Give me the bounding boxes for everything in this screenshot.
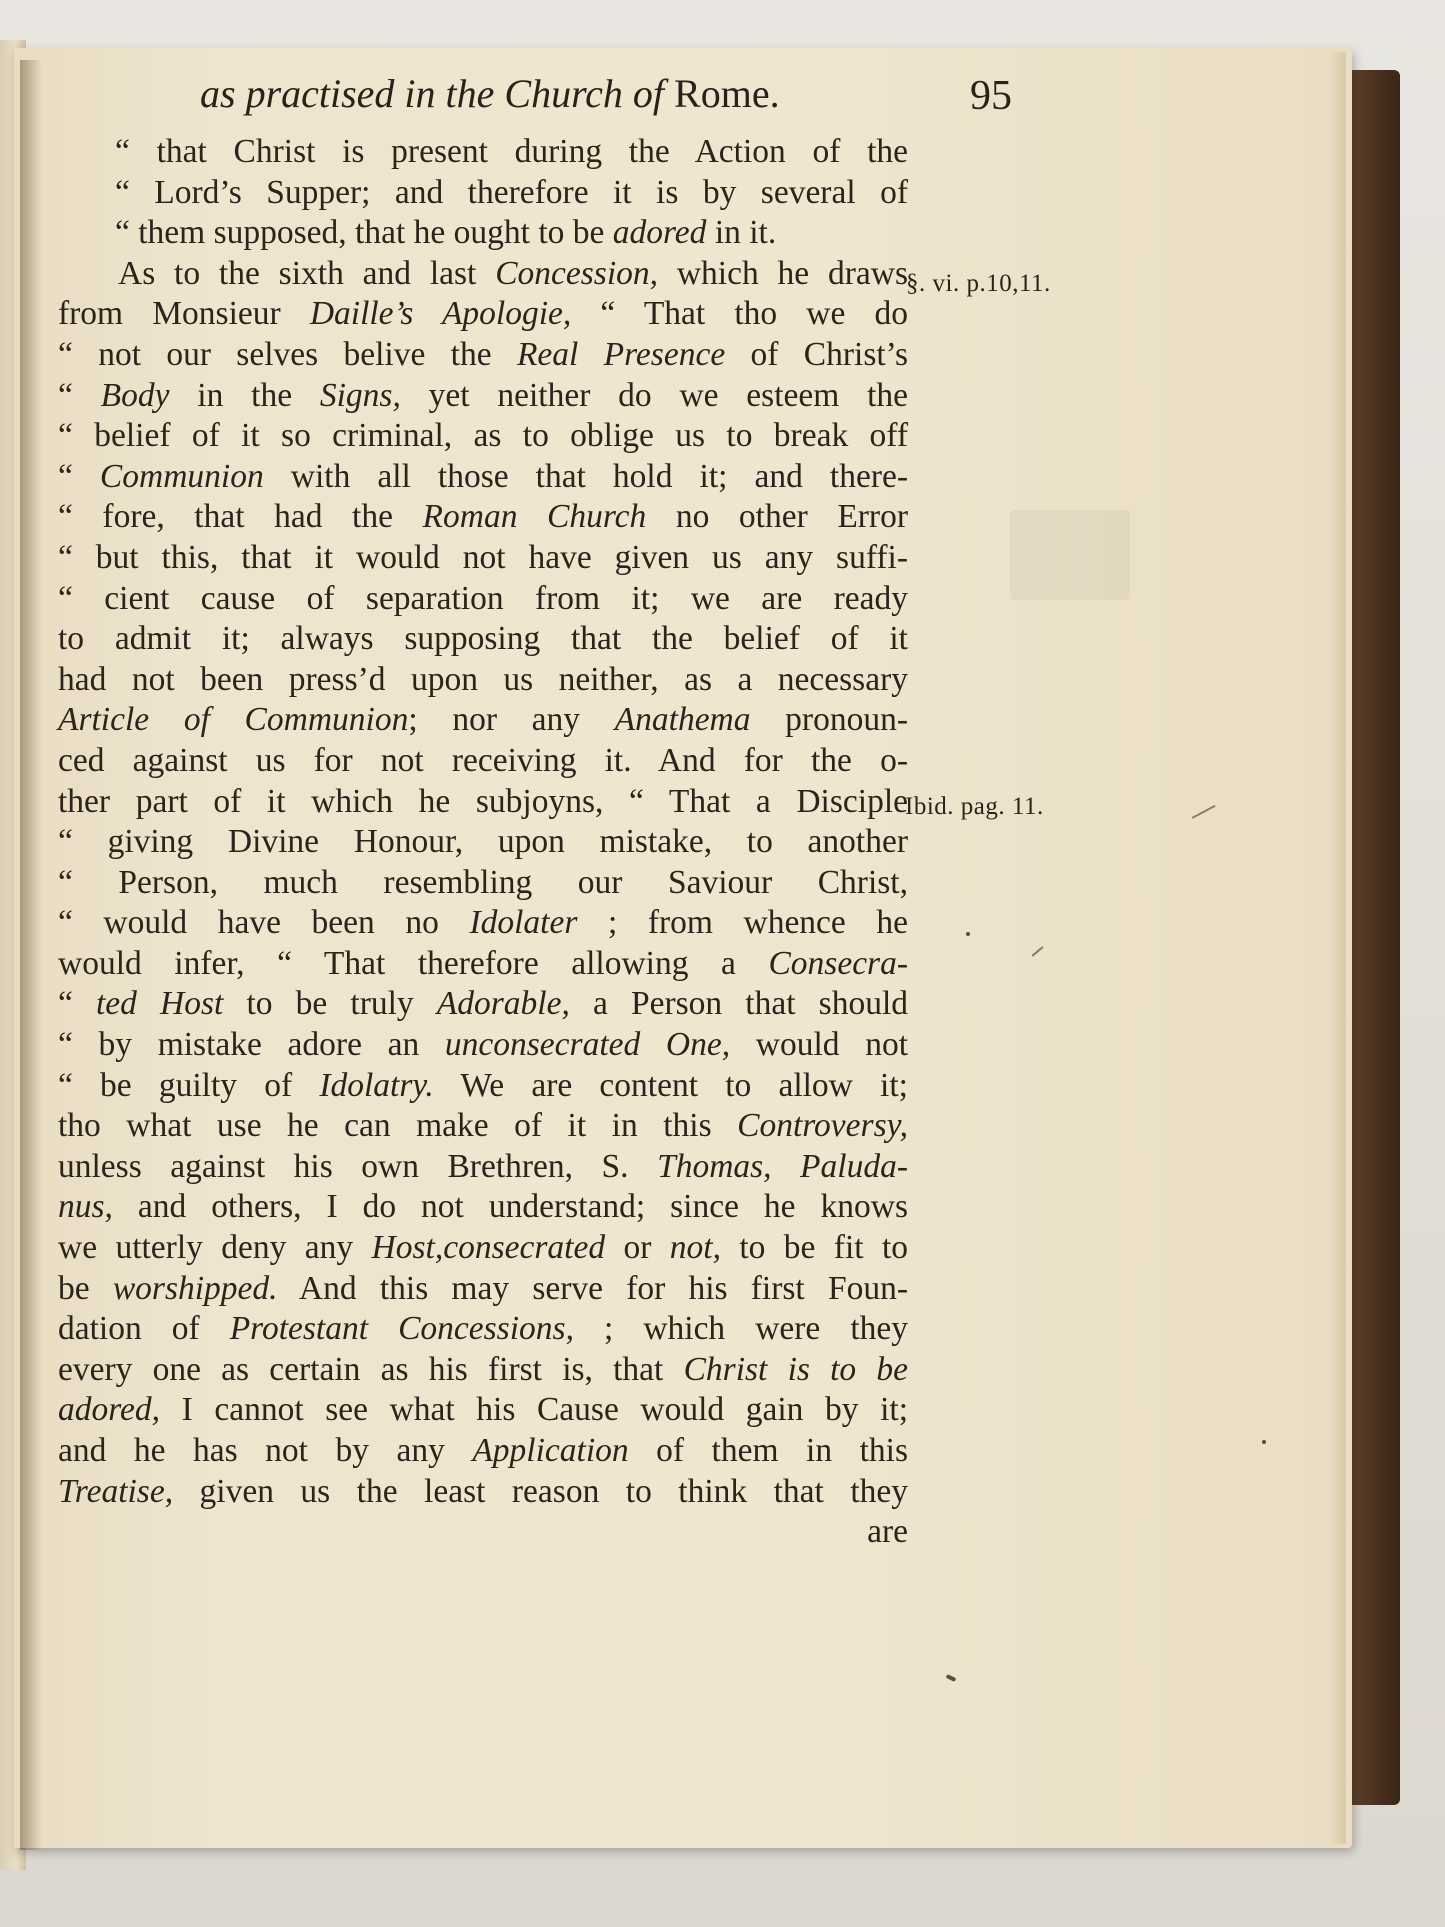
italic-run: adored: [612, 214, 707, 252]
italic-run: Host,consecrated: [371, 1229, 606, 1267]
text-line: [58, 903, 908, 944]
ink-speck: [966, 932, 970, 936]
text-run: of Christ’s: [725, 335, 909, 373]
text-run: to be fit to: [720, 1229, 909, 1267]
text-run: “: [58, 376, 101, 414]
text-run: in the: [169, 376, 320, 414]
text-run: tho what use he can make of it in this: [58, 1107, 738, 1145]
text-run: “ giving Divine Honour, upon mistake, to another: [58, 823, 908, 861]
italic-run: Christ is to be: [683, 1350, 908, 1388]
text-line: [58, 1431, 908, 1472]
text-run: be: [58, 1269, 113, 1307]
text-run: a Person that should: [569, 985, 908, 1023]
running-head-roman: Rome.: [674, 71, 780, 116]
text-line: [58, 1147, 908, 1188]
text-line: [58, 619, 908, 660]
text-run: As to the sixth and last: [118, 254, 496, 292]
italic-run: Signs,: [319, 376, 401, 414]
text-run: to be truly: [223, 985, 437, 1023]
text-run: and he has not by any: [58, 1432, 473, 1469]
text-run: “ not our selves belive the: [58, 335, 517, 373]
text-run: with all those that hold it; and there-: [263, 457, 908, 495]
text-line: [58, 1025, 908, 1066]
text-line: [58, 660, 908, 701]
text-run: “ would have been no: [58, 904, 470, 942]
text-line: [58, 741, 908, 782]
italic-run: nus,: [58, 1188, 113, 1226]
ink-offset-ghost: [1010, 510, 1130, 600]
text-run: ther part of it which he subjoyns, “ That a Disciple: [58, 782, 908, 820]
italic-run: Idolatry.: [319, 1066, 434, 1104]
text-run: ; nor any: [408, 701, 615, 739]
italic-run: Article of Communion: [58, 701, 409, 739]
page-fore-edge: [1330, 52, 1346, 1844]
italic-run: Consecra-: [768, 944, 908, 982]
text-line: [58, 1066, 908, 1107]
italic-run: Thomas, Paluda-: [657, 1147, 908, 1185]
text-run: would infer, “ That therefore allowing a: [58, 944, 769, 982]
italic-run: Treatise,: [58, 1472, 174, 1510]
italic-run: Roman Church: [422, 498, 647, 536]
italic-run: Real Presence: [516, 335, 726, 373]
italic-run: ted Host: [96, 985, 224, 1023]
text-line: [58, 416, 908, 457]
text-line: [58, 1269, 908, 1310]
text-run: ; from whence he: [577, 904, 908, 942]
text-line: [58, 294, 908, 335]
text-run: and others, I do not understand; since he knows: [112, 1188, 908, 1226]
italic-run: Adorable,: [436, 985, 570, 1023]
italic-run: Application: [472, 1432, 629, 1469]
text-run: “ Lord’s Supper; and therefore it is by several of: [115, 173, 908, 211]
page-number: 95: [970, 73, 1012, 119]
text-line: [58, 1106, 908, 1147]
text-line: [58, 173, 908, 214]
text-run: “: [58, 985, 96, 1023]
body-text: [58, 132, 908, 1553]
text-run: every one as certain as his first is, that: [58, 1350, 684, 1388]
text-line: [58, 1350, 908, 1391]
italic-run: Body: [100, 376, 170, 414]
text-run: “ be guilty of: [58, 1066, 320, 1104]
running-head-italic: as practised in the Church of: [200, 71, 665, 116]
text-line: [58, 376, 908, 417]
text-run: “ that Christ is present during the Action of the: [115, 133, 908, 170]
text-run: “ them supposed, that he ought to be: [115, 214, 613, 252]
text-line: [58, 254, 908, 295]
text-run: unless against his own Brethren, S.: [58, 1147, 658, 1185]
italic-run: Anathema: [614, 701, 751, 739]
italic-run: Daille’s Apologie,: [309, 295, 572, 333]
italic-run: not,: [669, 1229, 721, 1267]
text-run: or: [605, 1229, 670, 1267]
text-run: We are content to allow it;: [433, 1066, 908, 1104]
text-run: we utterly deny any: [58, 1229, 372, 1267]
italic-run: Protestant Concessions,: [229, 1310, 574, 1348]
text-run: dation of: [58, 1310, 230, 1348]
text-line: [58, 782, 908, 823]
text-run: “ but this, that it would not have given us any suffi-: [58, 538, 908, 576]
text-run: pronoun-: [750, 701, 908, 739]
text-run: “ cient cause of separation from it; we are ready: [58, 579, 908, 617]
text-line: [58, 984, 908, 1025]
text-run: “ That tho we do: [571, 295, 908, 333]
text-line: [58, 1187, 908, 1228]
text-run: ced against us for not receiving it. And for the o-: [58, 741, 908, 779]
catchword: are: [867, 1513, 908, 1551]
text-run: I cannot see what his Cause would gain by it;: [160, 1391, 908, 1429]
text-line: [58, 213, 908, 254]
text-line: [58, 822, 908, 863]
italic-run: Communion: [99, 457, 264, 495]
text-run: no other Error: [646, 498, 908, 536]
text-line: [58, 863, 908, 904]
margin-note: Ibid. pag. 11.: [905, 793, 1044, 820]
text-run: from Monsieur: [58, 295, 310, 333]
text-run: would not: [730, 1026, 909, 1064]
text-line: [58, 457, 908, 498]
text-line: [58, 1228, 908, 1269]
italic-run: Controversy,: [737, 1107, 908, 1145]
text-run: “: [58, 457, 100, 495]
ink-speck: [1262, 1440, 1266, 1444]
italic-run: Idolater: [469, 904, 578, 942]
text-run: given us the least reason to think that they: [173, 1472, 908, 1510]
text-run: of them in this: [628, 1432, 908, 1469]
text-run: “ Person, much resembling our Saviour Christ,: [58, 863, 908, 901]
text-line: [58, 538, 908, 579]
text-run: “ by mistake adore an: [58, 1026, 445, 1064]
text-run: And this may serve for his first Foun-: [277, 1269, 908, 1307]
text-line: [58, 1390, 908, 1431]
italic-run: Concession,: [495, 254, 659, 292]
running-head: [200, 70, 800, 130]
italic-run: unconsecrated One,: [444, 1026, 731, 1064]
gutter-shadow: [20, 60, 42, 1850]
text-run: “ fore, that had the: [58, 498, 423, 536]
italic-run: worshipped.: [112, 1269, 278, 1307]
italic-run: adored,: [58, 1391, 161, 1429]
text-line: [58, 1309, 908, 1350]
text-line: [58, 1472, 908, 1513]
text-line: [58, 132, 908, 173]
text-line: [58, 579, 908, 620]
margin-note: §. vi. p.10,11.: [906, 270, 1051, 297]
text-line: [58, 944, 908, 985]
text-run: which he draws: [658, 254, 908, 292]
text-line: [58, 497, 908, 538]
text-run: yet neither do we esteem the: [400, 376, 909, 414]
text-line: [58, 700, 908, 741]
text-line: [58, 335, 908, 376]
text-run: “ belief of it so criminal, as to oblige us to break off: [58, 417, 908, 455]
text-run: had not been press’d upon us neither, as a necessary: [58, 660, 908, 698]
text-run: ; which were they: [573, 1310, 908, 1348]
text-run: to admit it; always supposing that the belief of it: [58, 620, 908, 658]
text-run: in it.: [706, 214, 777, 252]
